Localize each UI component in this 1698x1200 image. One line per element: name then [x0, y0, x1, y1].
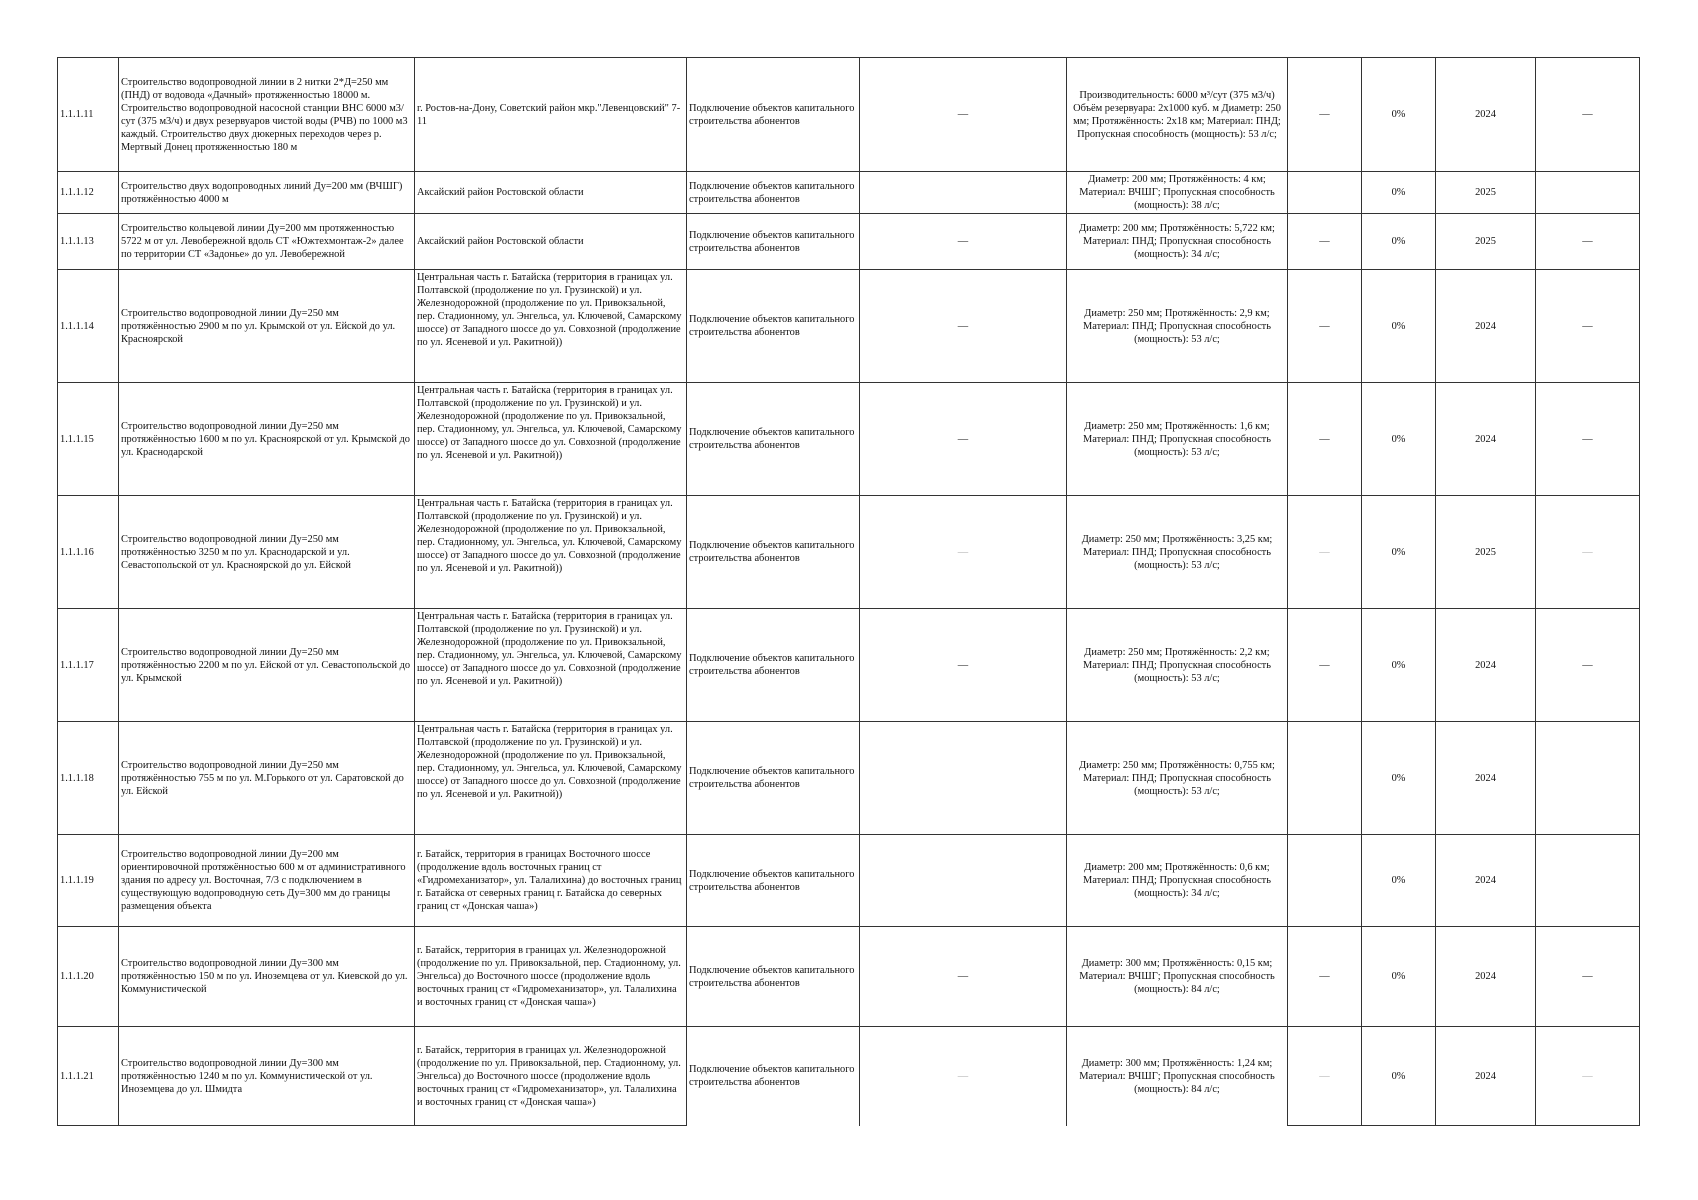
row-number: 1.1.1.19 [58, 835, 119, 927]
completion-percent: 0% [1362, 722, 1436, 835]
completion-year: 2025 [1436, 172, 1536, 214]
cell-col10: — [1536, 609, 1640, 722]
cell-col10 [1536, 722, 1640, 835]
project-name: Строительство водопроводной линии Ду=300 мм протяжённостью 150 м по ул. Иноземцева от ул. Киевской до ул. Коммунистической [119, 927, 415, 1027]
technical-specs: Диаметр: 300 мм; Протяжённость: 0,15 км; Материал: ВЧШГ; Пропускная способность (мощность): 84 л/с; [1067, 927, 1288, 1027]
project-location: Центральная часть г. Батайска (территория в границах ул. Полтавской (продолжение по ул. Грузинской) и ул. Железнодорожной (продолжение по ул. Привокзальной, пер. Стадионному, ул. Энгельса, ул. Ключевой, Самарскому шоссе) от Западного шоссе до ул. Совхозной (продолжение по ул. Ясеневой и ул. Ракитной)) [415, 722, 687, 835]
cell-col5 [860, 835, 1067, 927]
completion-year: 2024 [1436, 722, 1536, 835]
cell-col7: — [1288, 214, 1362, 270]
project-name: Строительство водопроводной линии Ду=250 мм протяжённостью 755 м по ул. М.Горького от ул. Саратовской до ул. Ейской [119, 722, 415, 835]
technical-specs: Диаметр: 200 мм; Протяжённость: 5,722 км; Материал: ПНД; Пропускная способность (мощность): 34 л/с; [1067, 214, 1288, 270]
cell-col10: — [1536, 1027, 1640, 1126]
completion-year: 2024 [1436, 927, 1536, 1027]
cell-col7: — [1288, 58, 1362, 172]
project-location: г. Ростов-на-Дону, Советский район мкр."Левенцовский" 7-11 [415, 58, 687, 172]
table-row [58, 58, 1640, 172]
completion-year: 2024 [1436, 383, 1536, 496]
project-name: Строительство водопроводной линии Ду=250 мм протяжённостью 2200 м по ул. Ейской от ул. Севастопольской до ул. Крымской [119, 609, 415, 722]
row-number: 1.1.1.14 [58, 270, 119, 383]
project-purpose: Подключение объектов капитального строительства абонентов [687, 835, 860, 927]
technical-specs: Диаметр: 250 мм; Протяжённость: 0,755 км; Материал: ПНД; Пропускная способность (мощность): 53 л/с; [1067, 722, 1288, 835]
completion-percent: 0% [1362, 58, 1436, 172]
cell-col10 [1536, 172, 1640, 214]
project-name: Строительство кольцевой линии Ду=200 мм протяженностью 5722 м от ул. Левобережной вдоль СТ «Южтехмонтаж-2» далее по территории СТ «Задонье» до ул. Левобережной [119, 214, 415, 270]
project-location: г. Батайск, территория в границах Восточного шоссе (продолжение вдоль восточных границ ст «Гидромеханизатор», ул. Талалихина) до восточных границ г. Батайска от северных границ г. Батайска до северных границ ст «Донская чаша») [415, 835, 687, 927]
project-purpose: Подключение объектов капитального строительства абонентов [687, 214, 860, 270]
cell-col5: — [860, 496, 1067, 609]
completion-percent: 0% [1362, 1027, 1436, 1126]
cell-col7: — [1288, 1027, 1362, 1126]
project-location: Аксайский район Ростовской области [415, 214, 687, 270]
table-row [58, 383, 1640, 496]
completion-percent: 0% [1362, 835, 1436, 927]
table-row [58, 172, 1640, 214]
row-number: 1.1.1.18 [58, 722, 119, 835]
project-name: Строительство водопроводной линии Ду=300 мм протяжённостью 1240 м по ул. Коммунистической от ул. Иноземцева до ул. Шмидта [119, 1027, 415, 1126]
technical-specs: Диаметр: 250 мм; Протяжённость: 3,25 км; Материал: ПНД; Пропускная способность (мощность): 53 л/с; [1067, 496, 1288, 609]
row-number: 1.1.1.15 [58, 383, 119, 496]
project-purpose: Подключение объектов капитального строительства абонентов [687, 927, 860, 1027]
project-purpose: Подключение объектов капитального строительства абонентов [687, 722, 860, 835]
cell-col5: — [860, 214, 1067, 270]
table-row [58, 722, 1640, 835]
technical-specs: Производительность: 6000 м³/сут (375 м3/ч) Объём резервуара: 2х1000 куб. м Диаметр: 250 мм; Протяжённость: 2х18 км; Материал: ПНД; Пропускная способность (мощность): 53 л/с; [1067, 58, 1288, 172]
project-purpose: Подключение объектов капитального строительства абонентов [687, 383, 860, 496]
row-number: 1.1.1.20 [58, 927, 119, 1027]
project-location: г. Батайск, территория в границах ул. Железнодорожной (продолжение по ул. Привокзальной, пер. Стадионному, ул. Энгельса) до Восточного шоссе (продолжение вдоль восточных границ ст «Гидромеханизатор», ул. Талалихина и восточных границ ст «Донская чаша») [415, 1027, 687, 1126]
row-number: 1.1.1.13 [58, 214, 119, 270]
project-purpose: Подключение объектов капитального строительства абонентов [687, 496, 860, 609]
cell-col10: — [1536, 270, 1640, 383]
project-name: Строительство водопроводной линии Ду=250 мм протяжённостью 3250 м по ул. Краснодарской и ул. Севастопольской от ул. Красноярской до ул. Ейской [119, 496, 415, 609]
cell-col10: — [1536, 214, 1640, 270]
project-location: Центральная часть г. Батайска (территория в границах ул. Полтавской (продолжение по ул. Грузинской) и ул. Железнодорожной (продолжение по ул. Привокзальной, пер. Стадионному, ул. Энгельса, ул. Ключевой, Самарскому шоссе) от Западного шоссе до ул. Совхозной (продолжение по ул. Ясеневой и ул. Ракитной)) [415, 496, 687, 609]
technical-specs: Диаметр: 200 мм; Протяжённость: 4 км; Материал: ВЧШГ; Пропускная способность (мощность): 38 л/с; [1067, 172, 1288, 214]
cell-col10 [1536, 835, 1640, 927]
table-row [58, 214, 1640, 270]
completion-year: 2024 [1436, 835, 1536, 927]
completion-year: 2025 [1436, 496, 1536, 609]
completion-year: 2024 [1436, 609, 1536, 722]
row-number: 1.1.1.11 [58, 58, 119, 172]
cell-col7: — [1288, 270, 1362, 383]
cell-col5: — [860, 58, 1067, 172]
cell-col10: — [1536, 496, 1640, 609]
completion-percent: 0% [1362, 172, 1436, 214]
project-purpose: Подключение объектов капитального строительства абонентов [687, 609, 860, 722]
completion-percent: 0% [1362, 496, 1436, 609]
cell-col5 [860, 722, 1067, 835]
project-purpose: Подключение объектов капитального строительства абонентов [687, 270, 860, 383]
project-location: Центральная часть г. Батайска (территория в границах ул. Полтавской (продолжение по ул. Грузинской) и ул. Железнодорожной (продолжение по ул. Привокзальной, пер. Стадионному, ул. Энгельса, ул. Ключевой, Самарскому шоссе) от Западного шоссе до ул. Совхозной (продолжение по ул. Ясеневой и ул. Ракитной)) [415, 609, 687, 722]
cell-col7 [1288, 722, 1362, 835]
completion-percent: 0% [1362, 609, 1436, 722]
row-number: 1.1.1.17 [58, 609, 119, 722]
project-name: Строительство водопроводной линии Ду=250 мм протяжённостью 2900 м по ул. Крымской от ул. Ейской до ул. Краснoярской [119, 270, 415, 383]
row-number: 1.1.1.21 [58, 1027, 119, 1126]
cell-col5: — [860, 270, 1067, 383]
completion-percent: 0% [1362, 383, 1436, 496]
technical-specs: Диаметр: 200 мм; Протяжённость: 0,6 км; Материал: ПНД; Пропускная способность (мощность): 34 л/с; [1067, 835, 1288, 927]
investment-program-table [57, 57, 1640, 1126]
technical-specs: Диаметр: 250 мм; Протяжённость: 1,6 км; Материал: ПНД; Пропускная способность (мощность): 53 л/с; [1067, 383, 1288, 496]
table-row [58, 835, 1640, 927]
completion-year: 2024 [1436, 58, 1536, 172]
project-name: Строительство двух водопроводных линий Ду=200 мм (ВЧШГ) протяжённостью 4000 м [119, 172, 415, 214]
table-row [58, 270, 1640, 383]
project-location: Центральная часть г. Батайска (территория в границах ул. Полтавской (продолжение по ул. Грузинской) и ул. Железнодорожной (продолжение по ул. Привокзальной, пер. Стадионному, ул. Энгельса, ул. Ключевой, Самарскому шоссе) от Западного шоссе до ул. Совхозной (продолжение по ул. Ясеневой и ул. Ракитной)) [415, 270, 687, 383]
project-name: Строительство водопроводной линии Ду=250 мм протяжённостью 1600 м по ул. Красноярской от ул. Крымской до ул. Краснодарской [119, 383, 415, 496]
project-purpose: Подключение объектов капитального строительства абонентов [687, 172, 860, 214]
cell-col5: — [860, 1027, 1067, 1126]
row-number: 1.1.1.16 [58, 496, 119, 609]
technical-specs: Диаметр: 300 мм; Протяжённость: 1,24 км; Материал: ВЧШГ; Пропускная способность (мощность): 84 л/с; [1067, 1027, 1288, 1126]
project-location: Центральная часть г. Батайска (территория в границах ул. Полтавской (продолжение по ул. Грузинской) и ул. Железнодорожной (продолжение по ул. Привокзальной, пер. Стадионному, ул. Энгельса, ул. Ключевой, Самарскому шоссе) от Западного шоссе до ул. Совхозной (продолжение по ул. Ясеневой и ул. Ракитной)) [415, 383, 687, 496]
technical-specs: Диаметр: 250 мм; Протяжённость: 2,2 км; Материал: ПНД; Пропускная способность (мощность): 53 л/с; [1067, 609, 1288, 722]
cell-col10: — [1536, 58, 1640, 172]
technical-specs: Диаметр: 250 мм; Протяжённость: 2,9 км; Материал: ПНД; Пропускная способность (мощность): 53 л/с; [1067, 270, 1288, 383]
cell-col7 [1288, 835, 1362, 927]
project-purpose: Подключение объектов капитального строительства абонентов [687, 1027, 860, 1126]
cell-col5: — [860, 383, 1067, 496]
completion-percent: 0% [1362, 927, 1436, 1027]
project-purpose: Подключение объектов капитального строительства абонентов [687, 58, 860, 172]
table-row [58, 609, 1640, 722]
project-location: г. Батайск, территория в границах ул. Железнодорожной (продолжение по ул. Привокзальной, пер. Стадионному, ул. Энгельса) до Восточного шоссе (продолжение вдоль восточных границ ст «Гидромеханизатор», ул. Талалихина и восточных границ ст «Донская чаша») [415, 927, 687, 1027]
table-row [58, 496, 1640, 609]
completion-year: 2024 [1436, 270, 1536, 383]
project-name: Строительство водопроводной линии в 2 нитки 2*Д=250 мм (ПНД) от водовода «Дачный» протяженностью 18000 м. Строительство водопроводной насосной станции ВНС 6000 м3/сут (375 м3/ч) и двух резервуаров чистой воды (РЧВ) по 1000 м3 каждый. Строительство двух дюкерных переходов через р. Мертвый Донец протяженностью 180 м [119, 58, 415, 172]
project-location: Аксайский район Ростовской области [415, 172, 687, 214]
project-name: Строительство водопроводной линии Ду=200 мм ориентировочной протяжённостью 600 м от административного здания по адресу ул. Восточная, 7/3 с подключением в существующую водопроводную сеть Ду=300 мм до границы размещения объекта [119, 835, 415, 927]
cell-col5: — [860, 927, 1067, 1027]
completion-year: 2025 [1436, 214, 1536, 270]
cell-col7: — [1288, 609, 1362, 722]
cell-col10: — [1536, 383, 1640, 496]
completion-year: 2024 [1436, 1027, 1536, 1126]
row-number: 1.1.1.12 [58, 172, 119, 214]
completion-percent: 0% [1362, 214, 1436, 270]
table-row [58, 1027, 1640, 1126]
table-row [58, 927, 1640, 1027]
cell-col7: — [1288, 927, 1362, 1027]
cell-col10: — [1536, 927, 1640, 1027]
completion-percent: 0% [1362, 270, 1436, 383]
cell-col7: — [1288, 496, 1362, 609]
cell-col5: — [860, 609, 1067, 722]
cell-col7: — [1288, 383, 1362, 496]
cell-col7 [1288, 172, 1362, 214]
cell-col5 [860, 172, 1067, 214]
